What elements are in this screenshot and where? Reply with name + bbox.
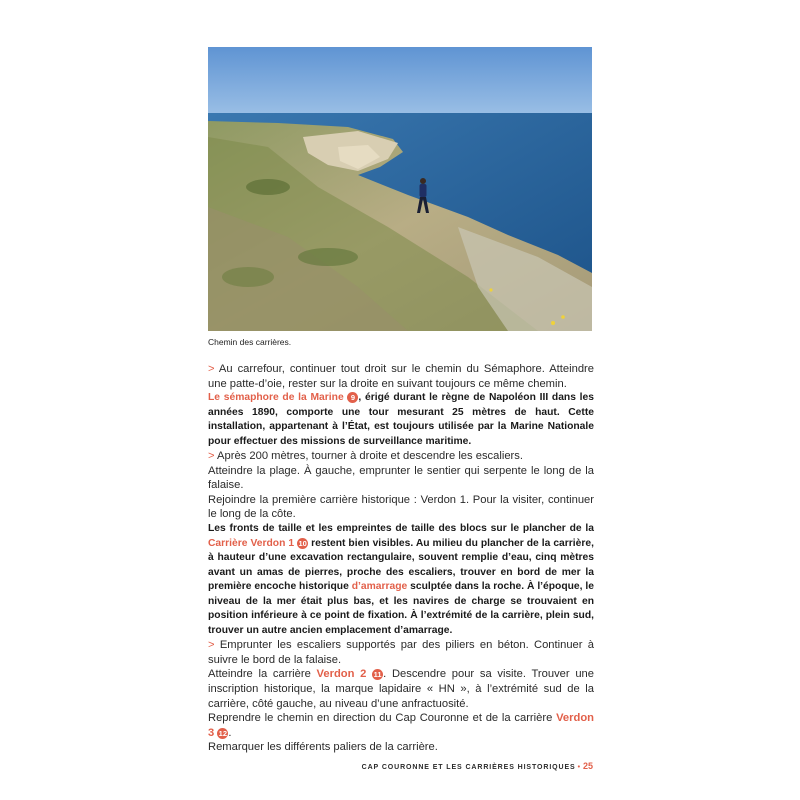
paragraph: Rejoindre la première carrière historique : Verdon 1. Pour la visiter, continuer le long de la côte. xyxy=(208,493,594,521)
separator: • xyxy=(577,764,581,771)
section-title: CAP COURONNE ET LES CARRIÈRES HISTORIQUES xyxy=(361,764,576,771)
marker-number: 12 xyxy=(218,728,228,738)
highlight-verdon-3: Verdon 3 xyxy=(208,712,594,739)
sky xyxy=(208,47,592,117)
photo-caption: Chemin des carrières. xyxy=(208,337,292,347)
direction-marker: > xyxy=(208,639,215,652)
paragraph: > Au carrefour, continuer tout droit sur le chemin du Sémaphore. Atteindre une patte-d’oie, rester sur la droite en suivant toujours ce même chemin. xyxy=(208,363,594,390)
paragraph: Atteindre la plage. À gauche, emprunter le sentier qui serpente le long de la falaise. xyxy=(208,464,594,492)
highlight-verdon-1: Carrière Verdon 1 xyxy=(208,537,295,549)
highlight-amarrage: d’amarrage xyxy=(351,581,408,593)
paragraph: Le sémaphore de la Marine 9 , érigé durant le règne de Napoléon III dans les années 1890, comporte une tour mesurant 25 mètres de haut. Cette installation, appartenant à l’État, est toujours utilisée par la Marine Nationale pour effectuer des missions de surveillance maritime. xyxy=(208,392,594,447)
paragraph: Remarquer les différents paliers de la carrière. xyxy=(208,741,438,754)
marker-number: 10 xyxy=(298,538,307,548)
marker-number: 9 xyxy=(347,392,358,403)
paragraph: > Emprunter les escaliers supportés par des piliers en béton. Continuer à suivre le bord de la falaise. xyxy=(208,639,594,666)
running-footer xyxy=(362,761,593,771)
body-text xyxy=(208,362,594,755)
coastal-path-photo xyxy=(208,47,592,331)
page-number: 25 xyxy=(582,761,593,771)
highlight-semaphore: Le sémaphore de la Marine xyxy=(208,392,344,404)
paragraph: Reprendre le chemin en direction du Cap Couronne et de la carrière Verdon 3 12. xyxy=(208,712,594,739)
paragraph: Les fronts de taille et les empreintes de taille des blocs sur le plancher de la Carrière Verdon 1 10 restent bien visibles. Au milieu du plancher de la carrière, à hauteur d’une excavation rectangulaire, souvent remplie d’eau, cinq mètres avant un amas de pierres, proche des escaliers, trouver en bord de mer la première encoche historique d’amarrage sculptée dans la roche. À l’époque, le niveau de la mer était plus bas, et les navires de charge se trouvaient en position inférieure à ce point de fixation. À l’extrémité de la carrière, plein sud, trouver un autre ancien emplacement d’amarrage. xyxy=(208,523,594,636)
paragraph: > Après 200 mètres, tourner à droite et descendre les escaliers. xyxy=(208,450,523,463)
highlight-verdon-2: Verdon 2 xyxy=(316,668,367,681)
paragraph: Atteindre la carrière Verdon 2 11 . Descendre pour sa visite. Trouver une inscription historique, la marque lapidaire « HN », à l’extrémité sud de la carrière, côté gauche, au niveau d’une anfractuosité. xyxy=(208,668,594,710)
direction-marker: > xyxy=(208,450,215,463)
marker-number: 11 xyxy=(373,670,382,680)
direction-marker: > xyxy=(208,363,215,375)
